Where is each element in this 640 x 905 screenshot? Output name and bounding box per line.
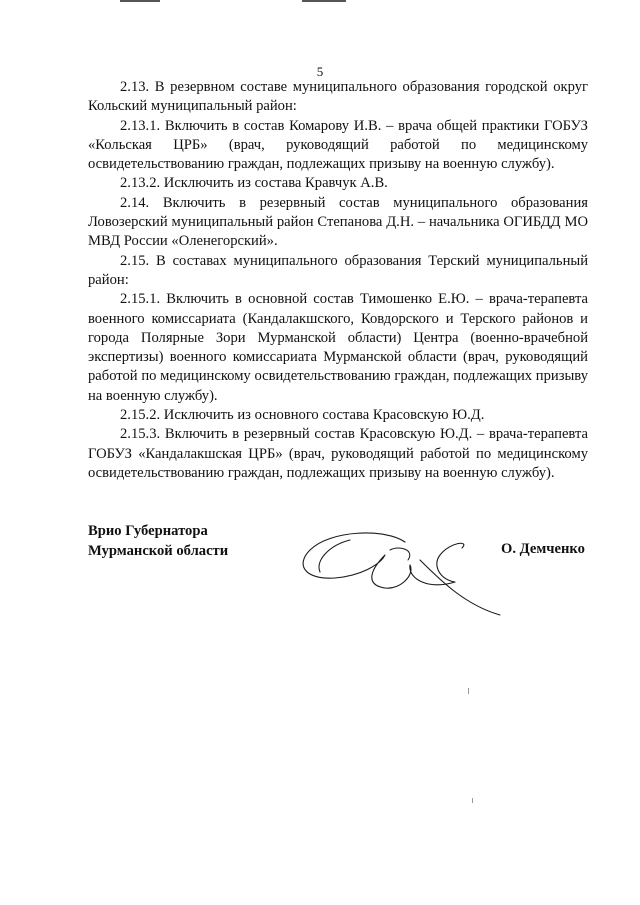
document-body — [88, 78, 588, 483]
paragraph: 2.13.1. Включить в состав Комарову И.В. – врача общей практики ГОБУЗ «Кольская ЦРБ» (врач, руководящий работой по медицинскому освидетельствованию граждан, подлежащих призыву на военную службу). — [88, 117, 588, 173]
paragraph: 2.15. В составах муниципального образования Терский муниципальный район: — [88, 252, 588, 288]
signatory-position — [88, 522, 228, 561]
scan-speck — [472, 798, 473, 803]
paragraph: 2.15.1. Включить в основной состав Тимошенко Е.Ю. – врача-терапевта военного комиссариата (Кандалакшского, Ковдорского и Терского районов и города Полярные Зори Мурманской области) Центра (военно-врачебной экспертизы) военного комиссариата Мурманской области (врач, руководящий работой по медицинскому освидетельствованию граждан, подлежащих призыву на военную службу). — [88, 291, 588, 404]
top-edge-mark — [120, 0, 160, 2]
paragraph: 2.15.2. Исключить из основного состава Красовскую Ю.Д. — [120, 407, 485, 424]
signatory-position-line: Врио Губернатора — [88, 523, 208, 539]
top-edge-mark — [302, 0, 346, 2]
scan-speck — [468, 688, 469, 694]
signatory-name: О. Демченко — [501, 541, 585, 557]
paragraph: 2.13. В резервном составе муниципального образования городской округ Кольский муниципальный район: — [88, 79, 588, 115]
paragraph: 2.14. Включить в резервный состав муниципального образования Ловозерский муниципальный район Степанова Д.Н. – начальника ОГИБДД МО МВД России «Оленегорский». — [88, 194, 588, 250]
handwritten-signature — [290, 520, 510, 620]
signatory-position-line: Мурманской области — [88, 542, 229, 559]
paragraph: 2.15.3. Включить в резервный состав Красовскую Ю.Д. – врача-терапевта ГОБУЗ «Кандалакшская ЦРБ» (врач, руководящий работой по медицинскому освидетельствованию граждан, подлежащих призыву на военную службу). — [88, 426, 588, 481]
page-number: 5 — [316, 64, 324, 79]
paragraph: 2.13.2. Исключить из состава Кравчук А.В. — [120, 175, 388, 192]
